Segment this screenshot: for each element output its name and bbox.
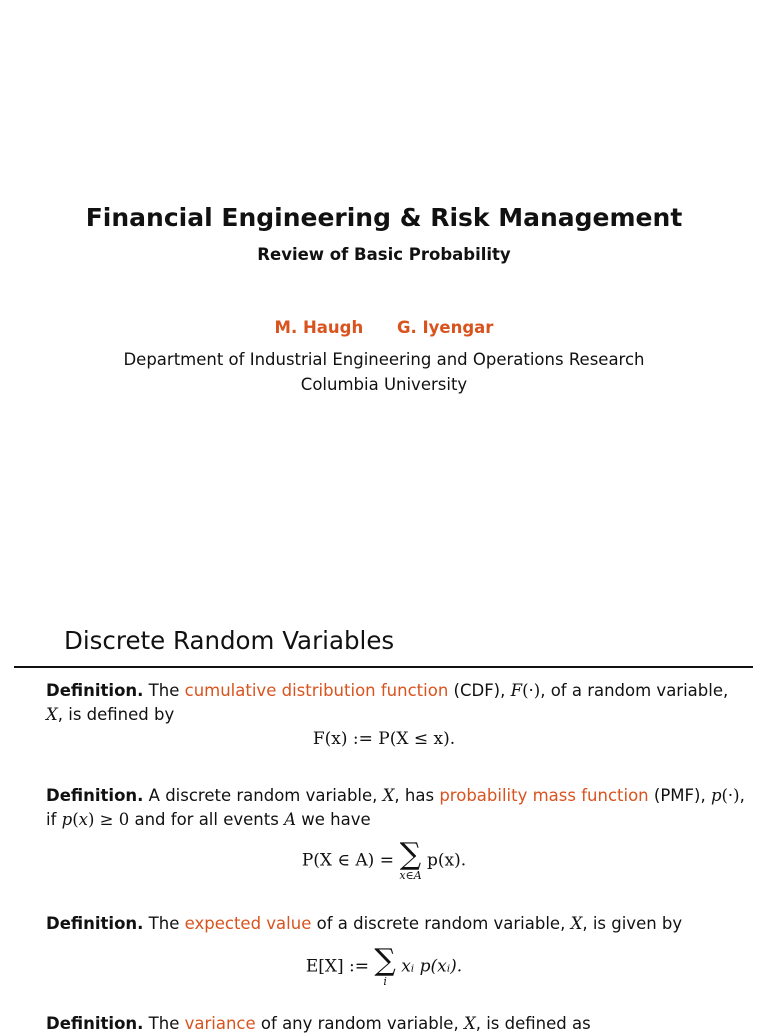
author-name: G. Iyengar (396, 318, 494, 337)
definition-expected-value: Definition. The expected value of a discrete random variable, X, is given by (46, 914, 683, 933)
presentation-title: Financial Engineering & Risk Management (85, 203, 683, 232)
presentation-subtitle: Review of Basic Probability (257, 245, 511, 264)
author-name: M. Haugh (274, 318, 364, 337)
definition-label: Definition. (46, 1014, 144, 1033)
author-list (0, 318, 768, 337)
term-pmf: probability mass function (439, 786, 649, 805)
term-cdf: cumulative distribution function (184, 681, 449, 700)
affiliation-department: Department of Industrial Engineering and Operations Research (123, 350, 645, 369)
definition-pmf: Definition. A discrete random variable, X, has probability mass function (PMF), p(·), if p(x) ≥ 0 and for all events A we have (46, 786, 745, 829)
frame-title: Discrete Random Variables (64, 626, 395, 655)
equation-pmf: P(X ∈ A) = ∑ x∈A p(x). (301, 837, 467, 882)
term-expected-value: expected value (184, 914, 312, 933)
affiliation-university: Columbia University (300, 375, 468, 394)
content-slide (0, 600, 768, 1033)
definition-label: Definition. (46, 681, 144, 700)
summation-symbol: ∑ x∈A (399, 837, 422, 882)
equation-cdf: F(x) := P(X ≤ x). (312, 729, 456, 749)
definition-variance: Definition. The variance of any random variable, X, is defined as (46, 1014, 591, 1033)
definition-cdf: Definition. The cumulative distribution function (CDF), F(·), of a random variable, X, is defined by (46, 681, 729, 724)
definition-label: Definition. (46, 786, 144, 805)
summation-symbol: ∑ i (374, 943, 396, 988)
term-variance: variance (184, 1014, 256, 1033)
title-divider (14, 666, 753, 668)
definition-label: Definition. (46, 914, 144, 933)
equation-expected-value: E[X] := ∑ i xᵢ p(xᵢ). (305, 943, 463, 988)
